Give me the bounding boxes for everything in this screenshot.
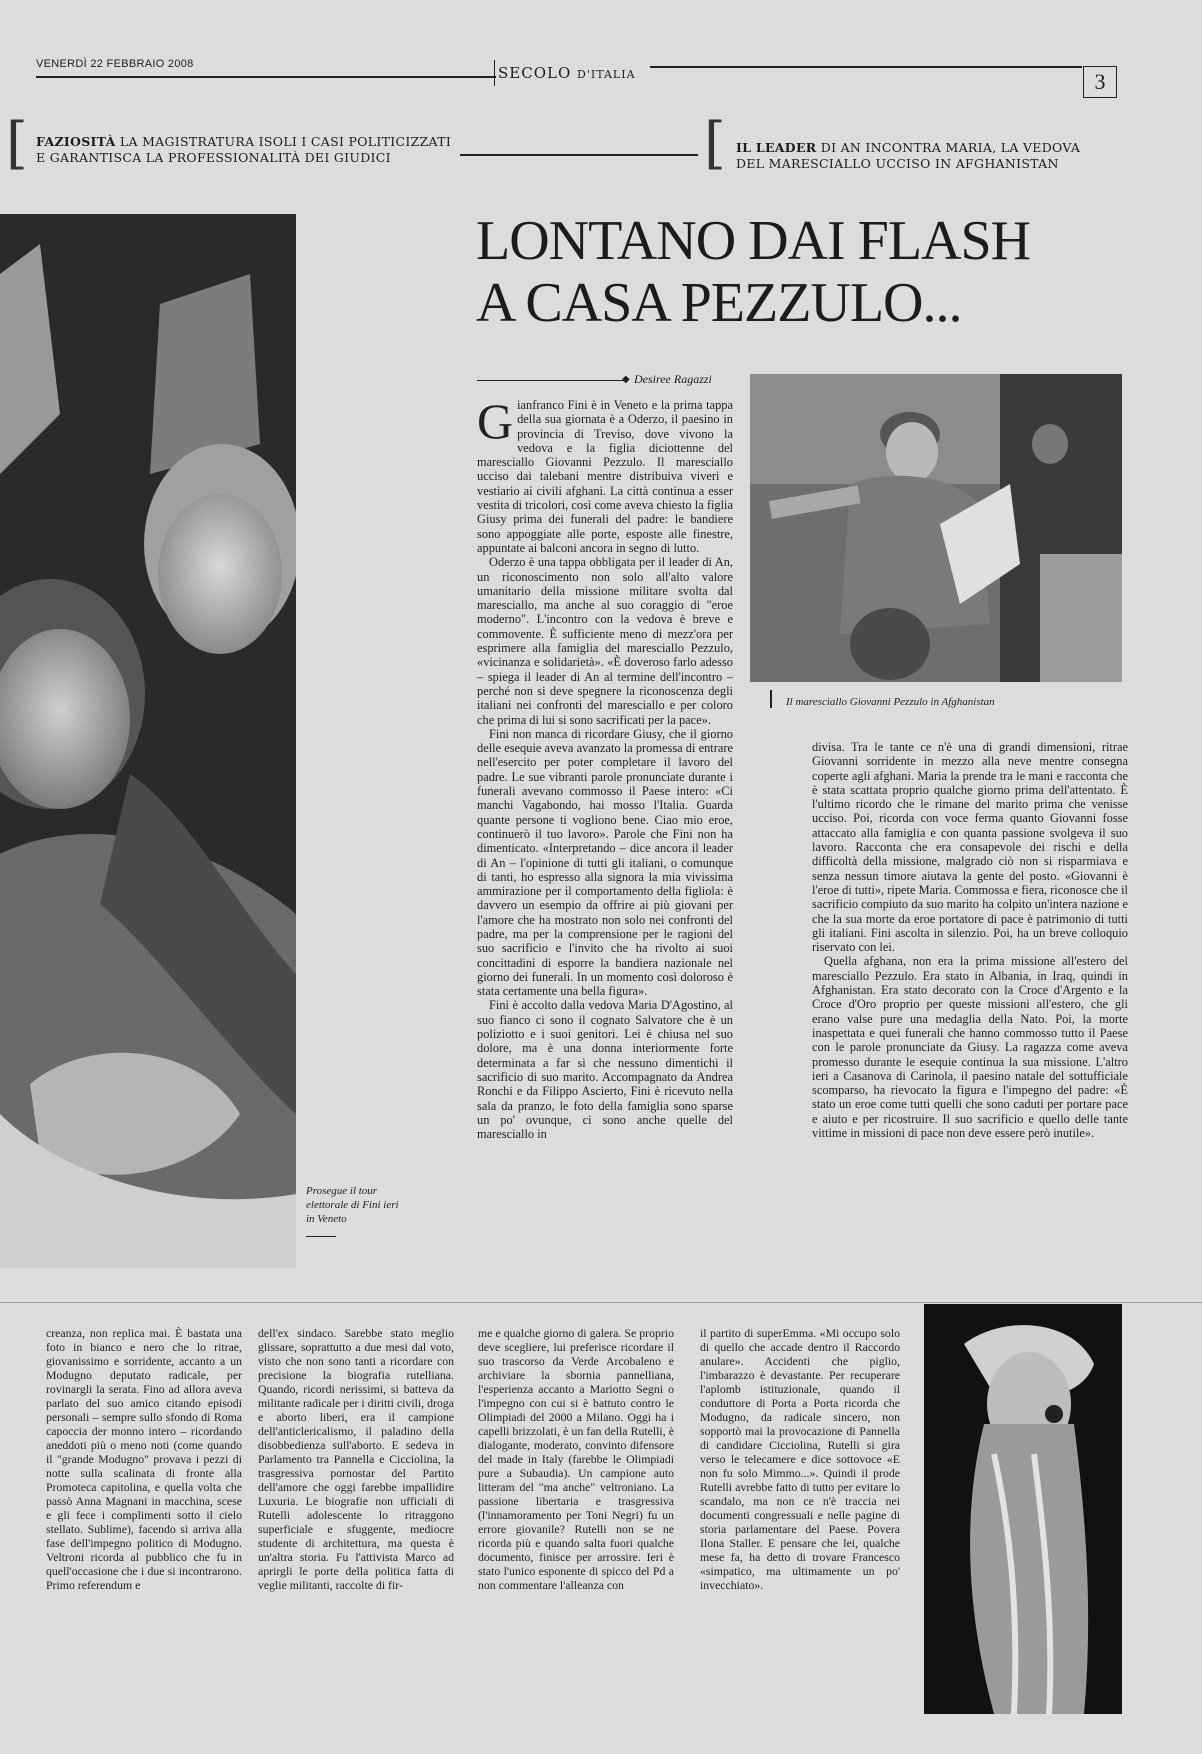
article-column-2 [812,740,1128,1272]
caption-rule-right [770,690,772,708]
headline-line1: LONTANO DAI FLASH [476,210,1031,272]
crowd-photo-art [0,214,296,1268]
soldier-photo-art [750,374,1122,682]
masthead-small: D'ITALIA [577,68,636,81]
section-divider [0,1302,1202,1303]
article-col2-p2: Quella afghana, non era la prima missione all'estero del maresciallo Pezzulo. Era stato in Albania, in Iraq, quindi in Afghanistan. Era stato decorato con la Croce d'Argento e la Croce d'Oro proprio per queste missioni all'estero, che gli erano valse pure una medaglia della Nato. Poi, la morte inaspettata e quei funerali che hanno commosso tutto il Paese con le parole pronunciate da Giusy. La ragazza come aveva promesso durante le esequie continua la sua missione. L'altro ieri a Casanova di Carinola, il paesino natale del sottufficiale scomparso, ha rievocato la figura e l'impegno del padre: «È stato un eroe come tutti quelli che sono caduti per portare pace e aiuto e per ricostruire. Il suo sacrificio e quello delle tante vittime in missioni di pace non deve essere però inutile». [812,954,1128,1141]
header-tick [494,60,495,86]
kicker-left-line2: E GARANTISCA LA PROFESSIONALITÀ DEI GIUDICI [36,150,391,165]
headline-line2: A CASA PEZZULO... [476,272,962,334]
kicker-left [36,134,456,166]
bottom-column-2 [258,1326,454,1746]
article-col1-p4: Fini è accolto dalla vedova Maria D'Agostino, al suo fianco ci sono il cognato Salvatore che è un poliziotto e i suoi genitori. Lei è chiusa nel suo dolore, ma è una donna interiormente forte determinata a far sì che nessuno dimentichi il sacrificio di suo marito. Accompagnato da Andrea Ronchi e da Filippo Ascierto, Fini è ricevuto nella sala da pranzo, le foto della famiglia sono sparse un po' ovunque, ci sono anche quelle del maresciallo in [477,998,733,1142]
article-col1-p2: Oderzo è una tappa obbligata per il leader di An, un riconoscimento non solo all'alto valore umanitario della missione militare svolta dal maresciallo, ma anche al suo coraggio di "eroe moderno". L'incontro con la vedova è breve e commovente. È sufficiente meno di mezz'ora per esprimere alla famiglia del maresciallo Pezzulo, «vicinanza e solidarietà». «È doveroso farlo adesso – spiega il leader di An al termine dell'incontro – perché non si deve spegnere la riconoscenza degli italiani nei confronti del maresciallo e per coloro che prima di lui si sono sacrificati per la pace». [477,555,733,727]
bottom-col4-text: il partito di superEmma. «Mi occupo solo di quello che accade dentro il Raccordo anulare». Accidenti che piglio, l'imbarazzo è devastante. Per recuperare l'aplomb istituzionale, quando il conduttore di Porta a Porta ricorda che Modugno, da radicale sincero, non sopportò mai la provocazione di Pannella di candidare Cicciolina, Rutelli si gira verso le telecamere e dice sottovoce «E non fu solo Mimmo...». Quindi il prode Rutelli avrebbe fatto di tutto per evitare lo scandalo, ma non ce n'è traccia nei documenti congressuali e nelle pagine di storia parlamentare del Paese. Povera Ilona Staller. E pensare che lei, qualche mese fa, ha detto di trovare Francesco «simpatico, ma ultimamente un po' invecchiato». [700,1326,900,1592]
performer-photo [924,1304,1122,1714]
header-rule-right [650,66,1082,68]
kicker-rule [460,154,698,156]
page-number: 3 [1083,66,1117,98]
byline-diamond-icon: ◆ [622,374,630,385]
kicker-left-line1: LA MAGISTRATURA ISOLI I CASI POLITICIZZATI [119,134,452,149]
article-col2-p1: divisa. Tra le tante ce n'è una di grandi dimensioni, ritrae Giovanni sorridente in mezzo alla neve mentre consegna coperte agli afghani. Maria la prende tra le mani e racconta che è stata scattata proprio qualche giorno prima dell'attentato. È l'ultimo ricordo che le rimane del marito prima che venisse ucciso. Poi, ricorda con voce ferma quanto Giovanni fosse attaccato alla famiglia e con quanta passione svolgeva il suo lavoro. Racconta che era consapevole dei rischi e della difficoltà della missione, malgrado ciò non si risparmiava e senza nessun timore aiutava la gente del posto. «Giovanni è l'eroe di tutti», ripete Maria. Commossa e fiera, riconosce che il sacrificio compiuto da suo marito ha colpito un'intera nazione e che la sua morte da eroe portatore di pace è patrimonio di tutti gli italiani. Fini ascolta in silenzio. Poi, ha un breve colloquio riservato con lei. [812,740,1128,955]
kicker-right [736,140,1136,172]
masthead-main: SECOLO [498,64,572,82]
article-col1-p1: ianfranco Fini è in Veneto e la prima tappa della sua giornata è a Oderzo, il paesino in provincia di Treviso, dove vivono la vedova e la figlia diciottenne del maresciallo Giovanni Pezzulo. Il maresciallo ucciso dai talebani mentre distribuiva viveri e vestiario ai civili afghani. La città continua a esser vestita di tricolori, così come aveva chiesto la figlia Giusy prima dei funerali del padre: le bandiere sono appoggiate alle porte, esposte alle finestre, appuntate ai balconi ancora in segno di lutto. [477,398,733,555]
byline: Desiree Ragazzi [634,372,712,386]
bottom-column-1 [46,1326,242,1746]
bottom-col1-text: creanza, non replica mai. È bastata una foto in bianco e nero che lo ritrae, giovanissimo e sorridente, accanto a un Modugno deputato radicale, per rovinargli la serata. Fino ad allora aveva parlato del suo amico citando episodi personali – sempre sullo sfondo di Roma capoccia der monno intero – ricordando aneddoti più o meno noti (come quando il "grande Modugno" provava i pezzi di notte sulla scalinata di fronte alla Promoteca capitolina, e quella volta che passò Anna Magnani in macchina, scese e gli fece i complimenti sotto il cielo stellato. Sublime), facendo si arriva alla fase dell'impegno politico di Modugno. Veltroni ricorda al pubblico che fu in quell'occasione che i due si incontrarono. Primo referendum e [46,1326,242,1592]
bottom-column-3 [478,1326,674,1746]
issue-date: VENERDÌ 22 FEBBRAIO 2008 [36,58,194,70]
article-column-1 [477,398,733,1270]
performer-photo-art [924,1304,1122,1714]
kicker-right-bold: IL LEADER [736,140,817,155]
bottom-col3-text: me e qualche giorno di galera. Se proprio deve scegliere, lui preferisce ricordare il suo trascorso da Verde Arcobaleno e archiviare la sbornia pannelliana, l'esperienza accanto a Mariotto Segni o l'impegno con cui si è battuto contro le Olimpiadi del 2000 a Milano. Oggi ha i capelli brizzolati, è un fan della Rutelli, è dialogante, moderato, convinto difensore del made in Italy (farebbe le Olimpiadi pure a Subaudia). Un campione auto litteram del "ma anche" veltroniano. La passione libertaria e trasgressiva (l'innamoramento per Toni Negri) fu un errore giovanile? Rutelli non se ne ricorda più e quando salta fuori qualche documento, finisce per arrossire. Ieri è stato l'unico esponente di spicco del Pd a non commentare l'alleanza con [478,1326,674,1592]
header-rule-left [36,76,496,78]
soldier-photo-caption: Il maresciallo Giovanni Pezzulo in Afghanistan [786,696,995,708]
soldier-photo [750,374,1122,682]
kicker-right-line1: DI AN INCONTRA MARIA, LA VEDOVA [820,140,1081,155]
byline-rule [477,380,625,381]
kicker-left-bracket: [ [6,111,28,176]
crowd-photo-caption: Prosegue il tour elettorale di Fini ieri in Veneto [306,1185,399,1225]
kicker-right-line2: DEL MARESCIALLO UCCISO IN AFGHANISTAN [736,156,1059,171]
headline [476,210,1030,334]
kicker-left-bold: FAZIOSITÀ [36,134,116,149]
dropcap: G [477,398,514,449]
masthead [498,64,636,82]
article-col1-p3: Fini non manca di ricordare Giusy, che il giorno delle esequie aveva avanzato la promessa di entrare nell'esercito per poter completare il lavoro del padre. Le sue vibranti parole pronunciate durante i funerali avevano commosso il Paese intero: «Ci manchi Vagabondo, hai mosso l'Italia. Guarda quante persone ti vogliono bene. Ciao mio eroe, continuerò il tuo lavoro». Parole che Fini non ha dimenticato. «Interpretando – dice ancora il leader di An – l'opinione di tutti gli italiani, o comunque di tanti, ho espresso alla signora la mia vivissima ammirazione per il comportamento della figliola: è davvero un esempio da offrire ai più giovani per l'amore che ha mostrato non solo nei confronti del padre, ma per la comprensione per le ragioni del suo sacrificio e l'invito che ha rivolto ai suoi concittadini di esporre la bandiera nazionale nel giorno dei funerali. In un momento così doloroso è stata certamente una bella figura». [477,726,733,999]
caption-rule-left [306,1236,336,1237]
bottom-column-4 [700,1326,900,1746]
crowd-photo [0,214,296,1268]
kicker-right-bracket: [ [704,111,726,176]
bottom-col2-text: dell'ex sindaco. Sarebbe stato meglio glissare, soprattutto a due mesi dal voto, visto che non sono tanti a ricordare con precisione la biografia rutelliana. Quando, ricordi nerissimi, si batteva da militante radicale per i diritti civili, droga e aborto liberi, era il campione dell'anticlericalismo, il paladino della disobbedienza sull'aborto. E sedeva in Parlamento tra Pannella e Cicciolina, la trasgressiva pornostar del Partito dell'amore che oggi farebbe impallidire Luxuria. Le biografie non ufficiali di Rutelli adolescente lo ritraggono superficiale e sfuggente, mediocre studente di architettura, ma questa è un'altra storia. Fu l'attivista Marco ad aprirgli le porte della politica fatta di veglie militanti, raccolte di fir- [258,1326,454,1592]
